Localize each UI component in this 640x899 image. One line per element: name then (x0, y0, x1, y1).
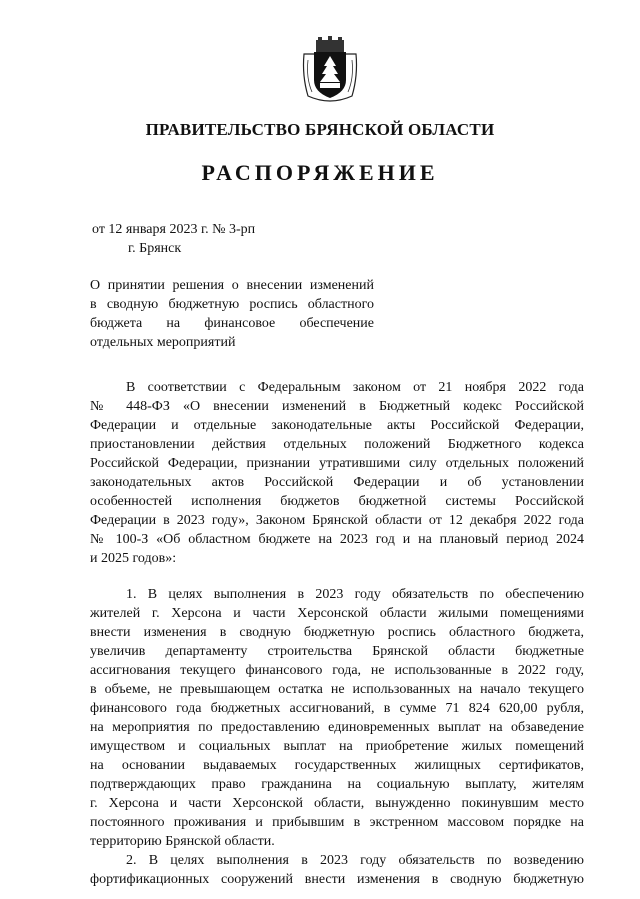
text-line: в объеме, не превышающем остатка не использованных на начало текущего (90, 682, 584, 697)
text-line: территорию Брянской области. (90, 834, 275, 849)
text-line: 1. В целях выполнения в 2023 году обязательств по обеспечению (126, 587, 584, 602)
text-line: увеличив департаменту строительства Брянской области бюджетные (90, 644, 584, 659)
clause-2-paragraph (90, 851, 584, 889)
document-subject (90, 276, 374, 352)
document-date-number: от 12 января 2023 г. № 3-рп (92, 222, 256, 237)
subject-line: бюджета на финансовое обеспечение (90, 316, 374, 331)
text-line: г. Херсона и части Херсонской области, вынужденно покинувшим место (90, 796, 584, 811)
text-line: на мероприятия по предоставлению единовременных выплат на обзаведение (90, 720, 584, 735)
subject-line: в сводную бюджетную роспись областного (90, 297, 374, 312)
text-line: жителей г. Херсона и части Херсонской области жилыми помещениями (90, 606, 584, 621)
text-line: на основании выдаваемых государственных жилищных сертификатов, (90, 758, 584, 773)
text-line: В соответствии с Федеральным законом от 21 ноября 2022 года (126, 380, 584, 395)
text-line: имуществом и социальных выплат на приобретение жилых помещений (90, 739, 584, 754)
text-line: Федерации и отдельные законодательные акты Российской Федерации, (90, 418, 584, 433)
preamble-paragraph (90, 378, 584, 568)
document-body (90, 378, 584, 889)
text-line: № 100-З «Об областном бюджете на 2023 год и на плановый период 2024 (90, 532, 584, 547)
text-line: 2. В целях выполнения в 2023 году обязательств по возведению (126, 853, 584, 868)
text-line: Федерации в 2023 году», Законом Брянской области от 12 декабря 2022 года (90, 513, 584, 528)
text-line: № 448-ФЗ «О внесении изменений в Бюджетный кодекс Российской (90, 399, 584, 414)
text-line: ассигнования текущего финансового года, не использованные в 2022 году, (90, 663, 584, 678)
text-line: фортификационных сооружений внести изменения в сводную бюджетную (90, 872, 584, 887)
text-line: особенностей исполнения бюджетов бюджетной системы Российской (90, 494, 584, 509)
government-title: ПРАВИТЕЛЬСТВО БРЯНСКОЙ ОБЛАСТИ (145, 120, 495, 139)
text-line: и 2025 годов»: (90, 551, 177, 566)
document-city: г. Брянск (128, 241, 182, 256)
subject-line: О принятии решения о внесении изменений (90, 278, 374, 293)
coat-of-arms-icon (300, 36, 360, 108)
text-line: подтверждающих право гражданина на социальную выплату, жителям (90, 777, 584, 792)
clause-1-paragraph (90, 585, 584, 851)
text-line: постоянного проживания и прибывшим в экстренном массовом порядке на (90, 815, 584, 830)
text-line: законодательных актов Российской Федерации и об установлении (90, 475, 584, 490)
text-line: внести изменения в сводную бюджетную роспись областного бюджета, (90, 625, 584, 640)
text-line: Российской Федерации, признании утратившими силу отдельных положений (90, 456, 584, 471)
document-type: РАСПОРЯЖЕНИЕ (201, 160, 439, 185)
text-line: приостановлении действия отдельных положений Бюджетного кодекса (90, 437, 584, 452)
text-line: финансового года бюджетных ассигнований, в сумме 71 824 620,00 рубля, (90, 701, 584, 716)
subject-line: отдельных мероприятий (90, 335, 236, 350)
